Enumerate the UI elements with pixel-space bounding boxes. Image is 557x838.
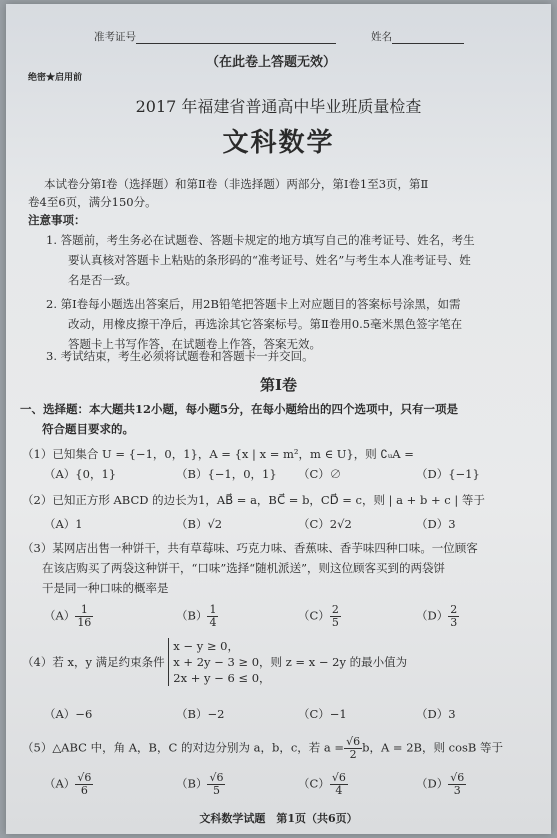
section-line-1: 一、选择题：本大题共12小题，每小题5分，在每小题给出的四个选项中，只有一项是 <box>20 402 459 416</box>
note-2: 2. 第Ⅰ卷每小题选出答案后，用2B铅笔把答题卡上对应题目的答案标号涂黑，如需 改动，用橡皮擦干净后，再选涂其它答案标号。第Ⅱ卷用0.5毫米黑色签字笔在 答题卡上书写作答，在试题卷上作答，答案无效。 <box>46 297 463 351</box>
q3-option-b: （B） $\frac{1}{4}$ <box>176 603 217 629</box>
q3-b-fraction: $\frac{1}{4}$ <box>209 603 217 629</box>
q3-a-fraction: $\frac{1}{16}$ <box>77 603 92 629</box>
q3-d-fraction: $\frac{2}{3}$ <box>450 603 458 629</box>
q3-option-c: （C） $\frac{2}{5}$ <box>298 603 339 629</box>
q1-option-b: （B）{−1，0，1} <box>176 467 277 481</box>
question-1-stem: （1）已知集合 U = {−1，0，1}，A = {x | x = m²，m ∈ U}，则 ∁ᵤA = <box>22 447 414 461</box>
q1-option-c: （C）∅ <box>298 467 342 481</box>
q1-option-d: （D）{−1} <box>416 467 480 481</box>
intro-line-1: 本试卷分第Ⅰ卷（选择题）和第Ⅱ卷（非选择题）两部分，第Ⅰ卷1至3页，第Ⅱ <box>44 177 429 191</box>
notes-title: 注意事项： <box>28 213 86 227</box>
question-5-stem: （5）△ABC 中，角 A，B，C 的对边分别为 a，b，c，若 a = $\frac{√6}{2}$ b，A = 2B，则 cosB 等于 <box>22 735 504 761</box>
q5-c-fraction: $\frac{√6}{4}$ <box>331 771 346 797</box>
intro-line-2: 卷4至6页，满分150分。 <box>28 195 157 209</box>
q5-a-fraction: $\frac{√6}{6}$ <box>77 771 92 797</box>
q5-d-fraction: $\frac{√6}{3}$ <box>450 771 465 797</box>
q3-c-fraction: $\frac{2}{5}$ <box>331 603 339 629</box>
note-1: 1. 答题前，考生务必在试题卷、答题卡规定的地方填写自己的准考证号、姓名，考生 要认真核对答题卡上粘贴的条形码的“准考证号、姓名”与考生本人准考证号、姓 名是否一致。 <box>46 233 475 287</box>
exam-id-label: 准考证号 <box>94 31 136 43</box>
q4-option-a: （A）−6 <box>44 707 93 721</box>
q5-b-fraction: $\frac{√6}{5}$ <box>209 771 224 797</box>
exam-paper <box>6 4 551 834</box>
q2-option-a: （A）1 <box>44 517 83 531</box>
question-2-stem: （2）已知正方形 ABCD 的边长为1，AB⃗ = a，BC⃗ = b，CD⃗ = c，则 | a + b + c | 等于 <box>22 493 485 507</box>
q1-option-a: （A）{0，1} <box>44 467 117 481</box>
section-line-2: 符合题目要求的。 <box>42 422 134 436</box>
q2-option-d: （D）3 <box>416 517 456 531</box>
part-1-title: 第Ⅰ卷 <box>259 376 298 394</box>
constraint-system: x − y ≥ 0， x + 2y − 3 ≥ 0，则 z = x − 2y 的最小值为 2x + y − 6 ≤ 0， <box>168 638 407 686</box>
q5-option-b: （B） $\frac{√6}{5}$ <box>176 771 224 797</box>
subject-title: 文科数学 <box>222 128 335 158</box>
q5-option-a: （A） $\frac{√6}{6}$ <box>44 771 92 797</box>
exam-id-blank <box>136 43 336 44</box>
name-blank <box>392 43 464 44</box>
page-footer: 文科数学试题 第1页（共6页） <box>199 812 358 825</box>
question-4-stem: （4）若 x，y 满足约束条件 x − y ≥ 0， x + 2y − 3 ≥ 0，则 z = x − 2y 的最小值为 2x + y − 6 ≤ 0， <box>22 639 408 685</box>
q5-option-c: （C） $\frac{√6}{4}$ <box>298 771 346 797</box>
q4-option-d: （D）3 <box>416 707 456 721</box>
answer-invalid-notice: （在此卷上答题无效） <box>206 55 337 70</box>
exam-title: 2017 年福建省普通高中毕业班质量检查 <box>135 97 422 116</box>
note-3: 3. 考试结束，考生必须将试题卷和答题卡一并交回。 <box>46 349 314 363</box>
q5-option-d: （D） $\frac{√6}{3}$ <box>416 771 465 797</box>
q2-option-b: （B）√2 <box>176 517 223 531</box>
q4-option-c: （C）−1 <box>298 707 347 721</box>
q4-option-b: （B）−2 <box>176 707 225 721</box>
name-field <box>371 29 464 44</box>
exam-id-field <box>94 29 336 44</box>
name-label: 姓名 <box>371 31 392 43</box>
q3-option-a: （A） $\frac{1}{16}$ <box>44 603 92 629</box>
question-3-stem: （3）某网店出售一种饼干，共有草莓味、巧克力味、香蕉味、香芋味四种口味。一位顾客 在该店购买了两袋这种饼干，“口味”选择“随机派送”，则这位顾客买到的两袋饼 干是同一种口味的概率是 <box>22 541 478 595</box>
secret-mark: 绝密★启用前 <box>28 73 83 83</box>
q5-ratio-fraction: $\frac{√6}{2}$ <box>346 735 361 761</box>
q2-option-c: （C）2√2 <box>298 517 352 531</box>
q3-option-d: （D） $\frac{2}{3}$ <box>416 603 458 629</box>
